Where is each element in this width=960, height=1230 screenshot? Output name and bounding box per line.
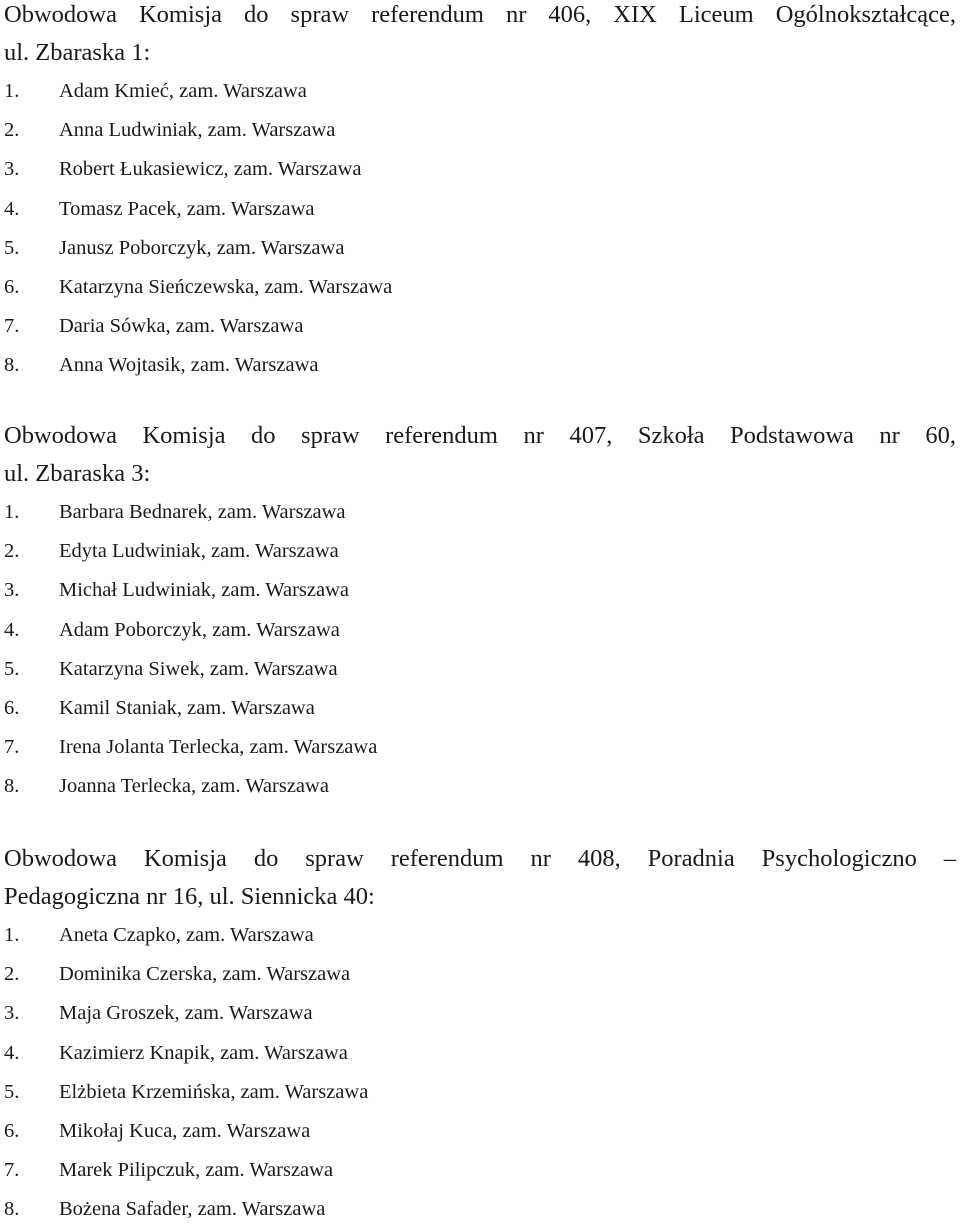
member-list xyxy=(4,493,956,807)
member-name: Katarzyna Siwek, zam. Warszawa xyxy=(59,657,338,680)
commission-section-407 xyxy=(4,417,956,807)
member-item xyxy=(4,150,956,189)
member-name: Janusz Poborczyk, zam. Warszawa xyxy=(59,236,345,259)
member-item xyxy=(4,994,956,1033)
member-number: 6. xyxy=(4,276,20,299)
member-item xyxy=(4,190,956,229)
member-name: Robert Łukasiewicz, zam. Warszawa xyxy=(59,158,362,181)
member-name: Edyta Ludwiniak, zam. Warszawa xyxy=(59,540,339,563)
commission-section-408 xyxy=(4,840,956,1230)
commission-heading xyxy=(4,0,956,72)
member-number: 4. xyxy=(4,1041,20,1064)
member-number: 4. xyxy=(4,618,20,641)
member-item xyxy=(4,611,956,650)
member-item xyxy=(4,571,956,610)
member-item xyxy=(4,1034,956,1073)
member-name: Elżbieta Krzemińska, zam. Warszawa xyxy=(59,1080,369,1103)
member-number: 7. xyxy=(4,736,20,759)
member-name: Barbara Bednarek, zam. Warszawa xyxy=(59,501,346,523)
commission-heading-line2: Pedagogiczna nr 16, ul. Siennicka 40: xyxy=(4,883,375,910)
member-name: Maja Groszek, zam. Warszawa xyxy=(59,1002,313,1025)
member-name: Anna Wojtasik, zam. Warszawa xyxy=(59,354,319,377)
member-item xyxy=(4,1151,956,1190)
commission-heading-line1: Obwodowa Komisja do spraw referendum nr 408, Poradnia Psychologiczno – xyxy=(4,845,956,872)
commission-section-406 xyxy=(4,0,956,386)
member-number: 8. xyxy=(4,354,20,377)
member-item xyxy=(4,1112,956,1151)
member-item xyxy=(4,1073,956,1112)
member-number: 7. xyxy=(4,315,20,338)
member-name: Katarzyna Sieńczewska, zam. Warszawa xyxy=(59,276,393,299)
member-name: Anna Ludwiniak, zam. Warszawa xyxy=(59,119,336,142)
member-number: 6. xyxy=(4,697,20,720)
member-name: Marek Pilipczuk, zam. Warszawa xyxy=(59,1159,334,1182)
member-item xyxy=(4,728,956,767)
commission-heading xyxy=(4,417,956,493)
member-item xyxy=(4,689,956,728)
commission-heading xyxy=(4,840,956,916)
member-number: 2. xyxy=(4,540,20,563)
member-item xyxy=(4,229,956,268)
member-number: 2. xyxy=(4,963,20,986)
member-name: Tomasz Pacek, zam. Warszawa xyxy=(59,197,315,220)
member-item xyxy=(4,493,956,532)
member-number: 1. xyxy=(4,924,20,946)
member-number: 3. xyxy=(4,1002,20,1025)
commission-heading-line2: ul. Zbaraska 3: xyxy=(4,460,151,487)
member-item xyxy=(4,307,956,346)
commission-heading-line1: Obwodowa Komisja do spraw referendum nr 406, XIX Liceum Ogólnokształcące, xyxy=(4,1,956,28)
member-name: Adam Poborczyk, zam. Warszawa xyxy=(59,618,340,641)
member-number: 2. xyxy=(4,119,20,142)
commission-heading-line2: ul. Zbaraska 1: xyxy=(4,39,151,66)
member-number: 3. xyxy=(4,158,20,181)
member-number: 8. xyxy=(4,1198,20,1221)
member-name: Kamil Staniak, zam. Warszawa xyxy=(59,697,315,720)
member-item xyxy=(4,767,956,806)
member-number: 4. xyxy=(4,197,20,220)
member-name: Kazimierz Knapik, zam. Warszawa xyxy=(59,1041,348,1064)
member-item xyxy=(4,532,956,571)
member-item xyxy=(4,72,956,111)
member-list xyxy=(4,916,956,1230)
member-name: Daria Sówka, zam. Warszawa xyxy=(59,315,304,338)
member-item xyxy=(4,268,956,307)
member-item xyxy=(4,346,956,385)
member-number: 3. xyxy=(4,579,20,602)
member-name: Adam Kmieć, zam. Warszawa xyxy=(59,80,307,102)
member-item xyxy=(4,650,956,689)
member-number: 1. xyxy=(4,501,20,523)
member-number: 5. xyxy=(4,1080,20,1103)
member-number: 6. xyxy=(4,1120,20,1143)
member-name: Irena Jolanta Terlecka, zam. Warszawa xyxy=(59,736,378,759)
member-number: 7. xyxy=(4,1159,20,1182)
member-name: Bożena Safader, zam. Warszawa xyxy=(59,1198,326,1221)
member-item xyxy=(4,955,956,994)
member-item xyxy=(4,111,956,150)
member-item xyxy=(4,1190,956,1229)
commission-heading-line1: Obwodowa Komisja do spraw referendum nr 407, Szkoła Podstawowa nr 60, xyxy=(4,422,956,449)
member-name: Dominika Czerska, zam. Warszawa xyxy=(59,963,351,986)
member-number: 5. xyxy=(4,657,20,680)
member-name: Michał Ludwiniak, zam. Warszawa xyxy=(59,579,349,602)
member-number: 8. xyxy=(4,775,20,798)
member-item xyxy=(4,916,956,955)
member-name: Aneta Czapko, zam. Warszawa xyxy=(59,924,314,946)
member-list xyxy=(4,72,956,386)
member-number: 1. xyxy=(4,80,20,102)
member-name: Joanna Terlecka, zam. Warszawa xyxy=(59,775,329,798)
member-number: 5. xyxy=(4,236,20,259)
member-name: Mikołaj Kuca, zam. Warszawa xyxy=(59,1120,311,1143)
